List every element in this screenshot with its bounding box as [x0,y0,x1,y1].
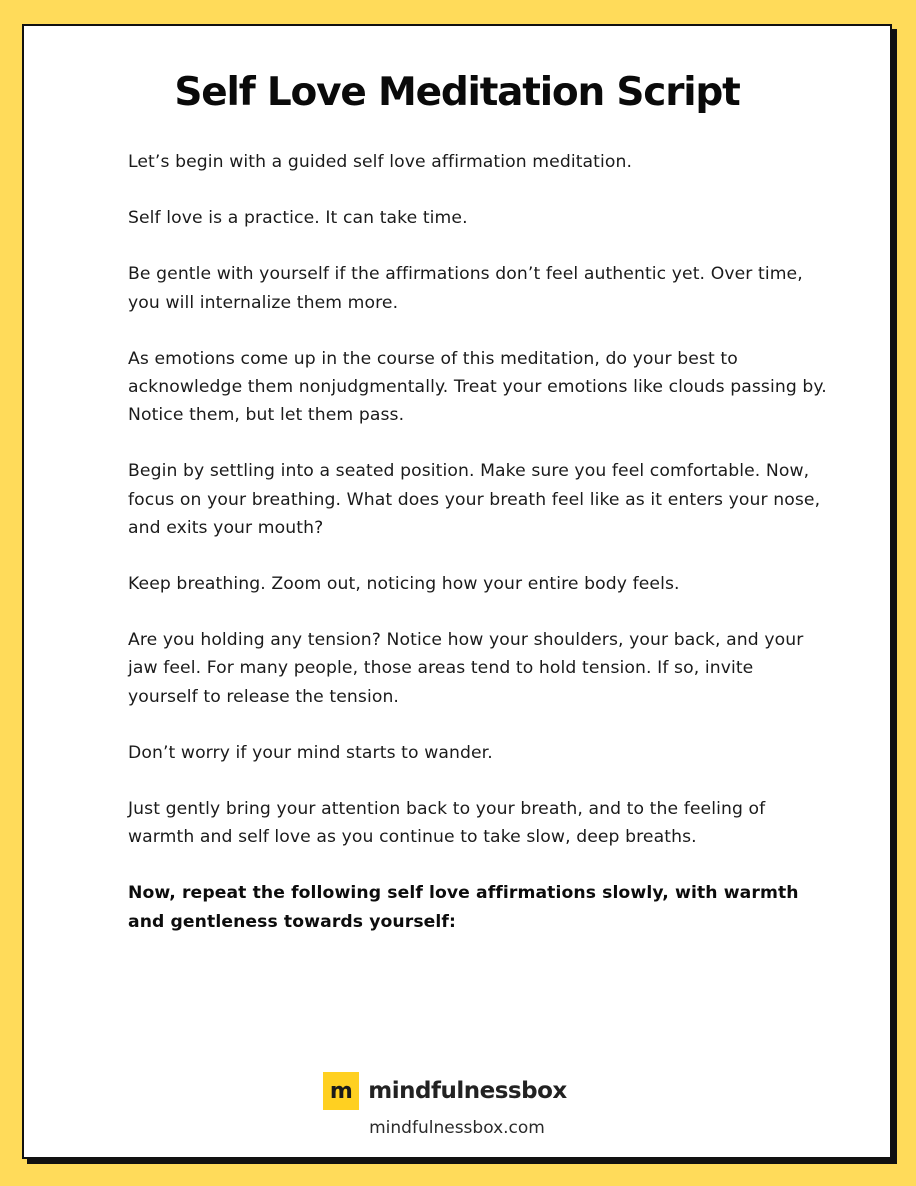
script-body [128,148,828,964]
paragraph-practice: Self love is a practice. It can take time. [128,208,468,229]
paragraph-emotions: As emotions come up in the course of this meditation, do your best to acknowledge them nonjudgmentally. Treat your emotions like clouds passing by. Notice them, but let them pass. [128,348,827,426]
paragraph-gentle: Be gentle with yourself if the affirmations don’t feel authentic yet. Over time, you will internalize them more. [128,264,803,313]
paragraph-wander: Don’t worry if your mind starts to wander. [128,742,493,763]
paragraph-breathing: Keep breathing. Zoom out, noticing how your entire body feels. [128,574,680,595]
paragraph-tension: Are you holding any tension? Notice how your shoulders, your back, and your jaw feel. For many people, those areas tend to hold tension. If so, invite yourself to release the tension. [128,630,804,707]
page-title: Self Love Meditation Script [174,70,740,115]
website-url: mindfulnessbox.com [369,1118,545,1138]
brand-name: mindfulnessbox [368,1078,567,1104]
paragraph-seated: Begin by settling into a seated position. Make sure you feel comfortable. Now, focus on your breathing. What does your breath feel like as it enters your nose, and exits your mouth? [128,461,821,538]
brand-logo [24,1072,890,1110]
document-page [22,24,892,1159]
paragraph-attention: Just gently bring your attention back to your breath, and to the feeling of warmth and self love as you continue to take slow, deep breaths. [128,799,766,848]
paragraph-repeat-instruction: Now, repeat the following self love affirmations slowly, with warmth and gentleness towards yourself: [128,883,799,932]
logo-mark-icon: m [323,1072,359,1110]
paragraph-intro: Let’s begin with a guided self love affirmation meditation. [128,152,633,172]
